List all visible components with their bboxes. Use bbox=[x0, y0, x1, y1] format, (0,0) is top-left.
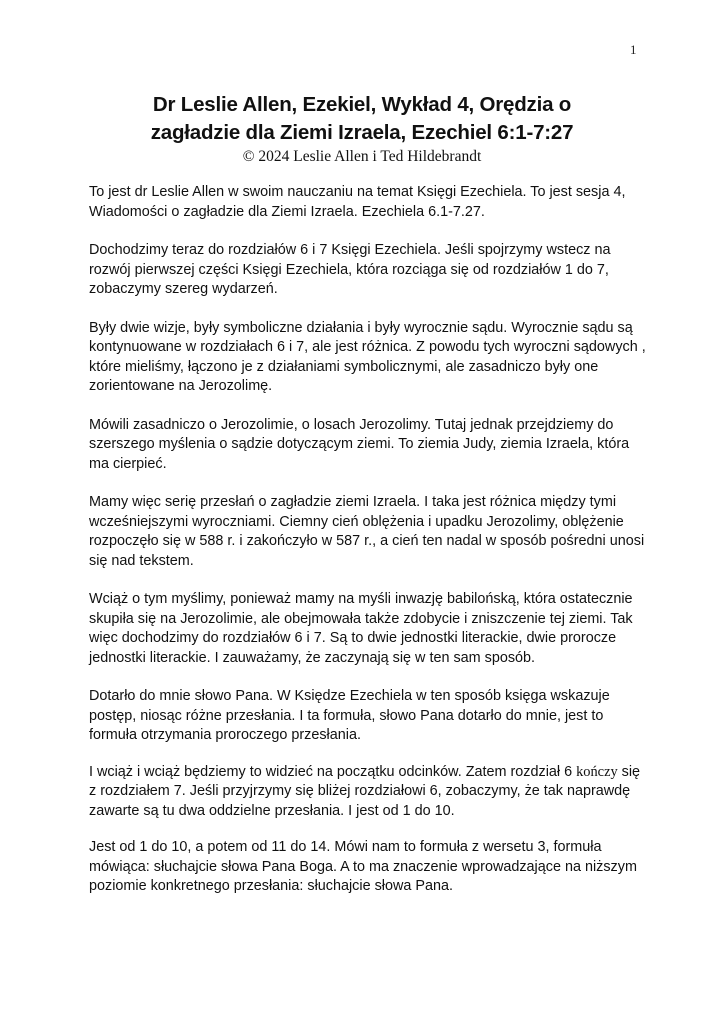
page-number: 1 bbox=[630, 42, 637, 57]
paragraph-1: To jest dr Leslie Allen w swoim nauczaniu na temat Księgi Ezechiela. To jest sesja 4, Wiadomości o zagładzie dla Ziemi Izraela. Ezechiela 6.1-7.27. bbox=[89, 184, 626, 220]
paragraph-6: Wciąż o tym myślimy, ponieważ mamy na myśli inwazję babilońską, która ostatecznie skupiła się na Jerozolimie, ale obejmowała także zdobycie i zniszczenie tej ziemi. Tak więc dochodzimy do rozdziałów 6 i 7. Są to dwie jednostki literackie, dwie prorocze jednostki literackie. I zauważamy, że zaczynają się w ten sam sposób. bbox=[89, 591, 633, 666]
paragraph-8 bbox=[89, 763, 649, 822]
document-body bbox=[89, 183, 649, 916]
paragraph-8-end: się z rozdziałem 7. Jeśli przyjrzymy się bliżej rozdziałowi 6, zobaczymy, że tak naprawdę zawarte są tu dwa oddzielne przesłania. I jest od 1 do 10. bbox=[89, 763, 641, 819]
title-line-2: zagładzie dla Ziemi Izraela, Ezechiel 6:1-7:27 bbox=[150, 121, 574, 144]
paragraph-2: Dochodzimy teraz do rozdziałów 6 i 7 Księgi Ezechiela. Jeśli spojrzymy wstecz na rozwój pierwszej części Księgi Ezechiela, która rozciąga się od rozdziałów 1 do 7, zobaczymy szereg wydarzeń. bbox=[89, 242, 611, 297]
copyright-line: © 2024 Leslie Allen i Ted Hildebrandt bbox=[242, 148, 482, 165]
paragraph-9: Jest od 1 do 10, a potem od 11 do 14. Mówi nam to formuła z wersetu 3, formuła mówiąca: słuchajcie słowa Pana Boga. A to ma znaczenie wprowadzające na niższym poziomie konkretnego przesłania: słuchajcie słowa Pana. bbox=[89, 839, 637, 894]
paragraph-8-serif-word: kończy bbox=[576, 763, 618, 780]
paragraph-7: Dotarło do mnie słowo Pana. W Księdze Ezechiela w ten sposób księga wskazuje postęp, niosąc różne przesłania. I ta formuła, słowo Pana dotarło do mnie, jest to formuła otrzymania proroczego przesłania. bbox=[89, 688, 610, 743]
paragraph-5: Mamy więc serię przesłań o zagładzie ziemi Izraela. I taka jest różnica między tymi wcześniejszymi wyroczniami. Ciemny cień oblężenia i upadku Jerozolimy, oblężenie rozpoczęło się w 588 r. i zakończyło w 587 r., a cień ten nadal w sposób pośredni unosi się nad tekstem. bbox=[89, 494, 645, 569]
paragraph-8-start: I wciąż i wciąż będziemy to widzieć na początku odcinków. Zatem rozdział 6 bbox=[89, 763, 573, 780]
page-title bbox=[60, 91, 664, 147]
title-line-1: Dr Leslie Allen, Ezekiel, Wykład 4, Orędzia o bbox=[152, 93, 572, 116]
paragraph-4: Mówili zasadniczo o Jerozolimie, o losach Jerozolimy. Tutaj jednak przejdziemy do szerszego myślenia o sądzie dotyczącym ziemi. To ziemia Judy, ziemia Izraela, która ma cierpieć. bbox=[89, 416, 630, 472]
paragraph-3: Były dwie wizje, były symboliczne działania i były wyrocznie sądu. Wyrocznie sądu są kontynuowane w rozdziałach 6 i 7, ale jest różnica. Z powodu tych wyroczni sądowych , które mieliśmy, łączono je z działaniami symbolicznymi, ale zasadniczo były one zorientowane na Jerozolimę. bbox=[89, 319, 646, 394]
